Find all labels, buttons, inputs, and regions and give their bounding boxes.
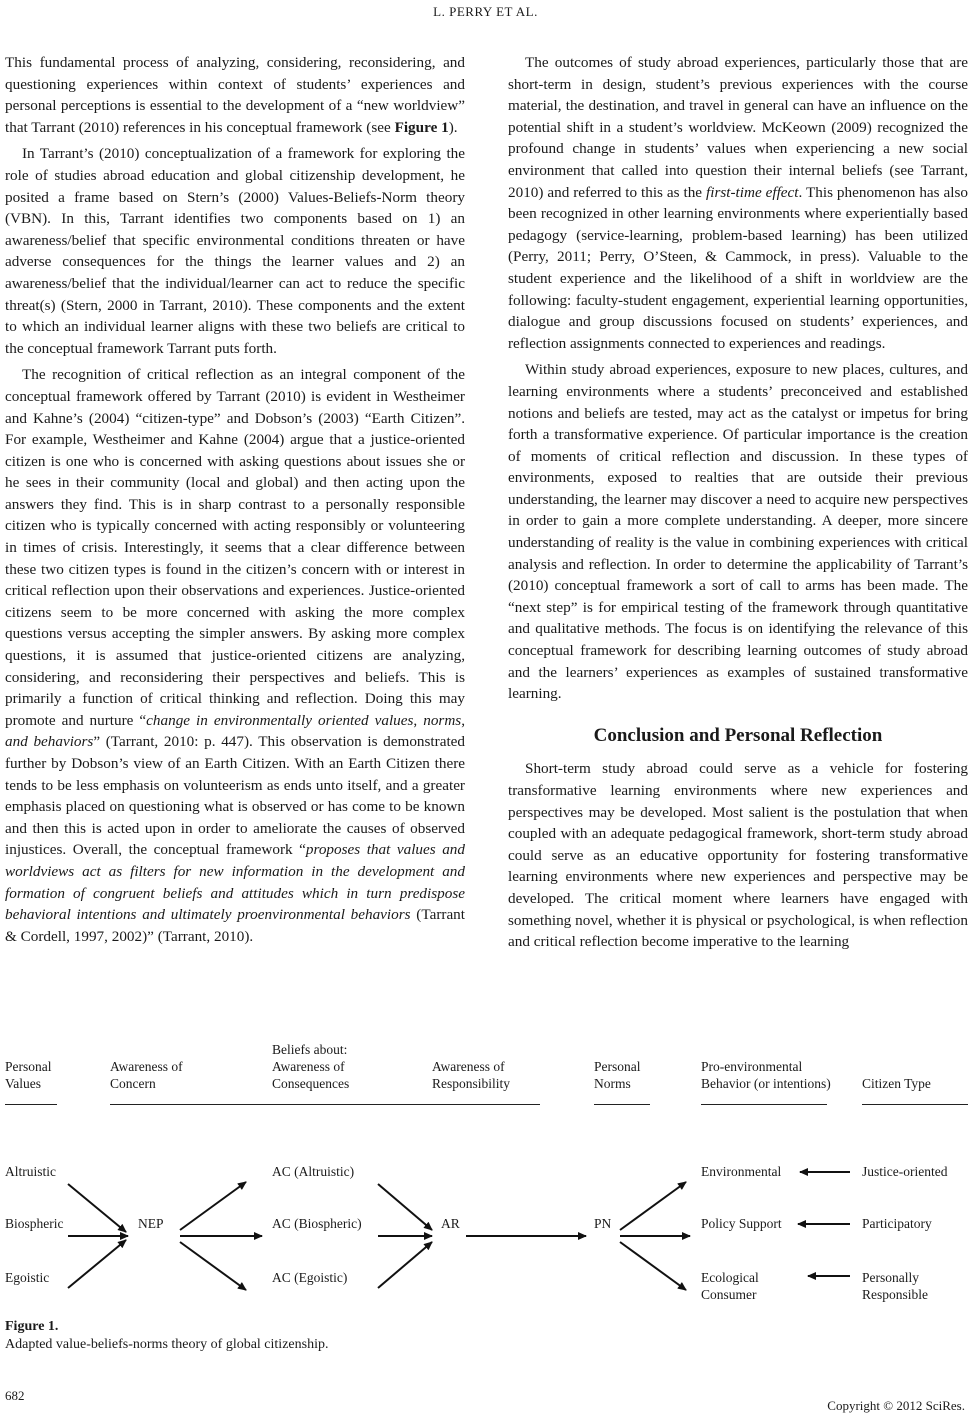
figure-reference: Figure 1: [394, 118, 449, 136]
behavior-ecological-consumer: Ecological Consumer: [701, 1270, 759, 1302]
node-ac-egoistic: AC (Egoistic): [272, 1270, 348, 1285]
node-pn: PN: [594, 1216, 612, 1231]
arrow: [68, 1240, 126, 1288]
section-title: Conclusion and Personal Reflection: [593, 724, 883, 746]
arrow: [378, 1184, 432, 1230]
header-personal-values: Personal Values: [5, 1059, 52, 1091]
caption-label: Figure 1.: [5, 1319, 59, 1334]
citizen-justice-oriented: Justice-oriented: [862, 1164, 948, 1179]
arrow: [620, 1242, 686, 1290]
divider: [862, 1104, 968, 1105]
paragraph: The outcomes of study abroad experiences, particularly those that are short-term in design, student’s previous experiences with the course material, the destination, and travel in general can have an influence on the potential shift in a student’s worldview. McKeown (2009) recognized the profound change in students’ values when experiencing a new social environment that called into question their internal beliefs (see Tarrant, 2010) and referred to this as the first-time effect. This phenomenon has also been recognized in other learning environments where experientially based pedagogy (service-learning, problem-based learning) has been utilized (Perry, 2011; Perry, O’Steen, & Cammock, in press). Valuable to the student experience and the likelihood of a shift in worldview are the following: faculty-student engagement, experiential learning opportunities, dialogue and group discussions focused on students’ experiences, and reflection assignments connected to experiences and readings.: [508, 54, 968, 352]
value-biospheric: Biospheric: [5, 1216, 64, 1231]
caption-text: Adapted value-beliefs-norms theory of global citizenship.: [5, 1337, 329, 1352]
value-altruistic: Altruistic: [5, 1164, 56, 1179]
arrow: [68, 1184, 126, 1232]
divider: [701, 1104, 827, 1105]
arrow: [620, 1182, 686, 1230]
figure-diagram: [0, 1040, 971, 1310]
paragraph: Short-term study abroad could serve as a vehicle for fostering transformative learning environments where new experiences and perspectives may be developed. Most salient is the postulation that when coupled with an adequate pedagogical framework, short-term study abroad could serve as an educative opportunity for fostering transformative learning environments where new experiences and perspective may be developed. The critical moment where learners have engaged with something novel, whether it is physical or psychological, is when reflection and critical reflection become imperative to the learning: [508, 760, 968, 951]
paragraph: Within study abroad experiences, exposure to new places, cultures, and learning environments where a students’ preconceived and established notions and beliefs are tested, may act as the catalyst or impetus for bring forth a transformative experience. Of particular importance is the creation of moments of critical reflection and discussion. In these types of environments, exposed to realties that are outside their previous understanding, the learner may discover a need to acquire new perspectives in order to gain a more complete understanding. A deeper, more sincere understanding of reality is the value in combining experiences with critical analysis and reflection. In order to determine the applicability of Tarrant’s (2010) conceptual framework a sort of call to arms has been made. The “next step” is for empirical testing of the framework through quantitative and qualitative methods. The focus is on identifying the relevance of this conceptual framework for describing learning outcomes of study abroad and the learners’ experiences as examples of sustained transformative learning.: [508, 361, 968, 703]
arrow: [378, 1242, 432, 1288]
behavior-policy-support: Policy Support: [701, 1216, 782, 1231]
divider: [110, 1104, 540, 1105]
header-beliefs-consequences: Beliefs about: Awareness of Consequences: [272, 1042, 350, 1091]
node-ac-biospheric: AC (Biospheric): [272, 1216, 362, 1231]
paragraph: This fundamental process of analyzing, considering, reconsidering, and questioning experiences within context of students’ experiences and personal perceptions is essential to the development of a “new worldview” that Tarrant (2010) references in his conceptual framework (see Figure 1).: [5, 54, 465, 136]
arrow: [180, 1182, 246, 1230]
header-awareness-concern: Awareness of Concern: [110, 1059, 183, 1091]
node-ar: AR: [441, 1216, 460, 1231]
citizen-participatory: Participatory: [862, 1216, 932, 1231]
paragraph: The recognition of critical reflection as an integral component of the conceptual framework offered by Tarrant (2010) is evident in Westheimer and Kahne’s (2004) “citizen-type” and Dobson’s (2003) “Earth Citizen”. For example, Westheimer and Kahne (2004) argue that a justice-oriented citizen is one who is concerned with asking questions about issues she or he sees in their community (local and global) and then acting upon the answers they find. This is in sharp contrast to a personally responsible citizen who is typically concerned with acting responsibly or volunteering in times of crisis. Interestingly, it seems that a clear difference between these two citizen types is found in the citizen’s concern with or interest in critical reflection upon their observations and experiences. Justice-oriented citizens seem to be more concerned with asking the more complex questions versus accepting the simpler answers. By asking more complex questions, it is assumed that justice-oriented citizens are analyzing, considering, and reconsidering their perspectives and beliefs. This is primarily a function of critical thinking and reflection. Doing this may promote and nurture “change in environmentally oriented values, norms, and behaviors” (Tarrant, 2010: p. 447). This observation is demonstrated further by Dobson’s view of an Earth Citizen. With an Earth Citizen there tends to be less emphasis on volunteerism as ends unto itself, and a greater emphasis placed on questioning what is observed or has come to be known and then this is acted upon in order to ameliorate the causes of observed injustices. Overall, the conceptual framework “proposes that values and worldviews act as filters for new information in the development and formation of congruent beliefs and attitudes which in turn predispose behavioral intentions and ultimately proenvironmental behaviors (Tarrant & Cordell, 1997, 2002)” (Tarrant, 2010).: [5, 366, 466, 945]
behavior-environmental: Environmental: [701, 1164, 782, 1179]
node-ac-altruistic: AC (Altruistic): [272, 1164, 355, 1179]
arrow: [180, 1242, 246, 1290]
right-column: [508, 52, 968, 953]
header-personal-norms: Personal Norms: [594, 1059, 641, 1091]
running-head: L. PERRY ET AL.: [433, 4, 538, 19]
header-proenv-behavior: Pro-environmental Behavior (or intentions): [701, 1059, 831, 1091]
citizen-personally-responsible: Personally Responsible: [862, 1270, 928, 1302]
copyright-notice: Copyright © 2012 SciRes.: [827, 1398, 965, 1413]
left-column: [5, 52, 465, 947]
figure-caption: [5, 1318, 328, 1354]
header-citizen-type: Citizen Type: [862, 1076, 931, 1091]
node-nep: NEP: [138, 1216, 164, 1231]
paragraph: In Tarrant’s (2010) conceptualization of a framework for exploring the role of studies abroad education and global citizenship development, he posited a frame based on Stern’s (2000) Values-Beliefs-Norm theory (VBN). In this, Tarrant identifies two components based on 1) an awareness/belief that specific environmental conditions threaten or have adverse consequences for the things the learner values and 2) an awareness/belief that the individual/learner can act to reduce the specific threat(s) (Stern, 2000 in Tarrant, 2010). These components and the extent to which an individual learner aligns with these two beliefs are critical to the conceptual framework Tarrant puts forth.: [5, 145, 465, 357]
divider: [5, 1104, 57, 1105]
divider: [594, 1104, 650, 1105]
page-number: 682: [5, 1388, 25, 1403]
header-awareness-responsibility: Awareness of Responsibility: [432, 1059, 511, 1091]
value-egoistic: Egoistic: [5, 1270, 50, 1285]
